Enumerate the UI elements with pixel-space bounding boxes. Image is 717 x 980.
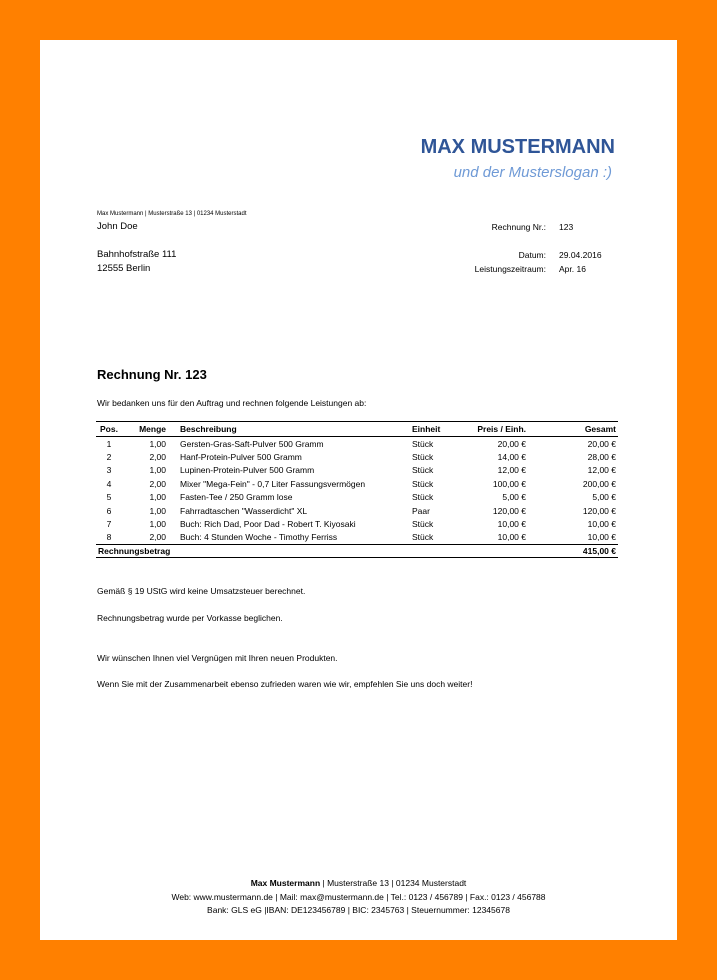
footer-line-1 bbox=[40, 878, 677, 888]
cell-unit: Stück bbox=[412, 492, 434, 503]
cell-quantity: 1,00 bbox=[149, 492, 166, 503]
cell-description: Buch: Rich Dad, Poor Dad - Robert T. Kiyosaki bbox=[180, 519, 356, 530]
sum-value: 415,00 € bbox=[532, 545, 618, 558]
brand-name: MAX MUSTERMANN bbox=[420, 136, 615, 158]
date-label: Datum: bbox=[518, 250, 546, 260]
recipient-name: John Doe bbox=[97, 221, 138, 232]
header-quantity: Menge bbox=[122, 422, 172, 437]
cell-unit-price: 5,00 € bbox=[502, 492, 526, 503]
cell-total: 12,00 € bbox=[587, 465, 616, 476]
header-unit-price: Preis / Einh. bbox=[464, 422, 532, 437]
sender-line: Max Mustermann | Musterstraße 13 | 01234 Musterstadt bbox=[97, 211, 247, 217]
cell-unit-price: 20,00 € bbox=[497, 438, 526, 449]
table-row bbox=[96, 464, 618, 477]
cell-quantity: 1,00 bbox=[149, 465, 166, 476]
intro-text: Wir bedanken uns für den Auftrag und rechnen folgende Leistungen ab: bbox=[97, 398, 367, 408]
footer-line-2: Web: www.mustermann.de | Mail: max@mustermann.de | Tel.: 0123 / 456789 | Fax.: 0123 / 456788 bbox=[171, 892, 546, 902]
table-header-row bbox=[96, 422, 618, 437]
cell-unit: Stück bbox=[412, 478, 434, 489]
date-value: 29.04.2016 bbox=[559, 250, 602, 260]
cell-total: 120,00 € bbox=[582, 505, 616, 516]
tax-note: Gemäß § 19 UStG wird keine Umsatzsteuer berechnet. bbox=[97, 586, 306, 596]
invoice-title: Rechnung Nr. 123 bbox=[97, 367, 207, 382]
footer-line-3: Bank: GLS eG |IBAN: DE123456789 | BIC: 2345763 | Steuernummer: 12345678 bbox=[207, 905, 510, 915]
table-row bbox=[96, 477, 618, 490]
cell-description: Mixer "Mega-Fein" - 0,7 Liter Fassungsvermögen bbox=[180, 478, 366, 489]
payment-note: Rechnungsbetrag wurde per Vorkasse beglichen. bbox=[97, 613, 283, 623]
brand-slogan: und der Musterslogan :) bbox=[453, 164, 612, 181]
cell-unit: Stück bbox=[412, 438, 434, 449]
recipient-street: Bahnhofstraße 111 bbox=[97, 249, 177, 260]
cell-description: Gersten-Gras-Saft-Pulver 500 Gramm bbox=[180, 438, 324, 449]
footer-name: Max Mustermann bbox=[250, 878, 321, 888]
cell-pos: 6 bbox=[106, 505, 112, 516]
cell-unit: Paar bbox=[412, 505, 430, 516]
footer-address: | Musterstraße 13 | 01234 Musterstadt bbox=[320, 878, 467, 888]
table-row bbox=[96, 437, 618, 451]
cell-unit-price: 100,00 € bbox=[492, 478, 526, 489]
cell-description: Fasten-Tee / 250 Gramm lose bbox=[180, 492, 293, 503]
header-unit: Einheit bbox=[410, 422, 464, 437]
cell-unit-price: 14,00 € bbox=[497, 452, 526, 463]
line-items-table bbox=[96, 421, 618, 558]
cell-total: 200,00 € bbox=[582, 478, 616, 489]
cell-description: Lupinen-Protein-Pulver 500 Gramm bbox=[180, 465, 315, 476]
cell-pos: 5 bbox=[106, 492, 112, 503]
header-description: Beschreibung bbox=[172, 422, 410, 437]
table-row bbox=[96, 531, 618, 545]
cell-quantity: 1,00 bbox=[149, 505, 166, 516]
table-row bbox=[96, 450, 618, 463]
cell-description: Hanf-Protein-Pulver 500 Gramm bbox=[180, 452, 302, 463]
cell-unit: Stück bbox=[412, 532, 434, 543]
cell-total: 20,00 € bbox=[587, 438, 616, 449]
header-pos: Pos. bbox=[96, 422, 122, 437]
cell-description: Buch: 4 Stunden Woche - Timothy Ferriss bbox=[180, 532, 338, 543]
cell-total: 28,00 € bbox=[587, 452, 616, 463]
cell-unit-price: 10,00 € bbox=[497, 532, 526, 543]
header-total: Gesamt bbox=[532, 422, 618, 437]
cell-unit: Stück bbox=[412, 452, 434, 463]
cell-quantity: 2,00 bbox=[149, 478, 166, 489]
sum-row bbox=[96, 545, 618, 558]
cell-total: 5,00 € bbox=[592, 492, 616, 503]
cell-pos: 2 bbox=[106, 452, 112, 463]
cell-unit-price: 12,00 € bbox=[497, 465, 526, 476]
cell-pos: 3 bbox=[106, 465, 112, 476]
invoice-document bbox=[40, 40, 677, 940]
cell-quantity: 2,00 bbox=[149, 452, 166, 463]
table-row bbox=[96, 517, 618, 530]
cell-pos: 7 bbox=[106, 519, 112, 530]
cell-pos: 8 bbox=[106, 532, 112, 543]
table-row bbox=[96, 504, 618, 517]
cell-quantity: 1,00 bbox=[149, 519, 166, 530]
table-row bbox=[96, 491, 618, 504]
sum-label: Rechnungsbetrag bbox=[96, 545, 532, 558]
period-value: Apr. 16 bbox=[559, 264, 586, 274]
invoice-number-label: Rechnung Nr.: bbox=[491, 222, 546, 232]
wish-note: Wir wünschen Ihnen viel Vergnügen mit Ihren neuen Produkten. bbox=[97, 653, 338, 663]
cell-pos: 4 bbox=[106, 478, 112, 489]
cell-total: 10,00 € bbox=[587, 532, 616, 543]
cell-unit-price: 120,00 € bbox=[492, 505, 526, 516]
cell-unit-price: 10,00 € bbox=[497, 519, 526, 530]
cell-unit: Stück bbox=[412, 465, 434, 476]
cell-quantity: 1,00 bbox=[149, 438, 166, 449]
recommend-note: Wenn Sie mit der Zusammenarbeit ebenso zufrieden waren wie wir, empfehlen Sie uns doch weiter! bbox=[97, 679, 473, 689]
cell-total: 10,00 € bbox=[587, 519, 616, 530]
cell-description: Fahrradtaschen "Wasserdicht" XL bbox=[180, 505, 308, 516]
cell-quantity: 2,00 bbox=[149, 532, 166, 543]
cell-unit: Stück bbox=[412, 519, 434, 530]
invoice-number-value: 123 bbox=[559, 222, 574, 232]
recipient-city: 12555 Berlin bbox=[97, 263, 151, 274]
period-label: Leistungszeitraum: bbox=[474, 264, 546, 274]
cell-pos: 1 bbox=[106, 438, 112, 449]
